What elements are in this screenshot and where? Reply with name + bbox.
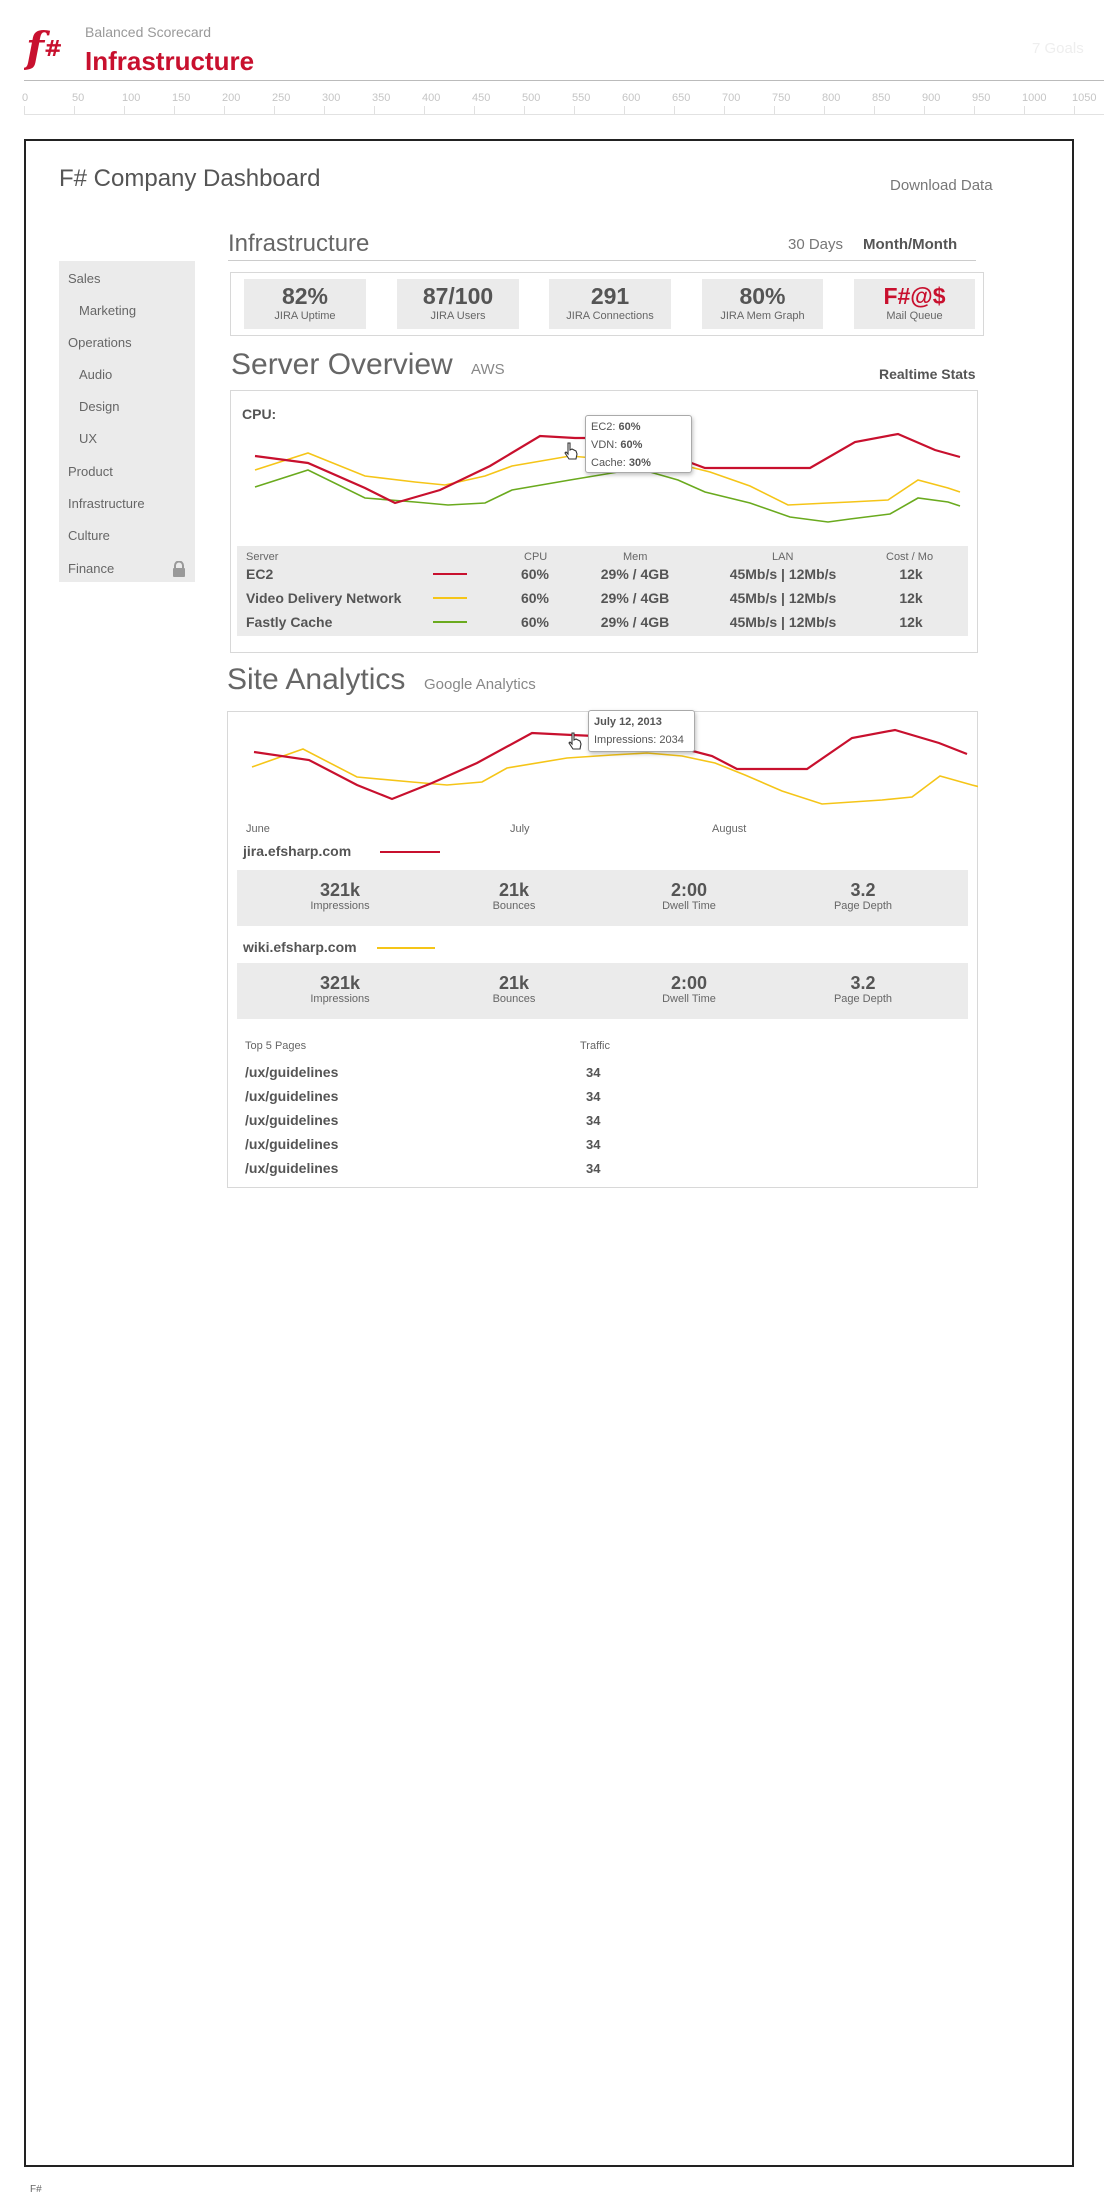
server-cost: 12k xyxy=(899,614,923,630)
site-stat-dwell-time xyxy=(619,880,759,912)
ruler-label: 900 xyxy=(922,92,941,104)
stat-label: Dwell Time xyxy=(662,900,716,912)
page-path-link[interactable]: /ux/guidelines xyxy=(245,1088,339,1104)
server-mem: 29% / 4GB xyxy=(600,590,670,606)
stat-value: 2:00 xyxy=(670,880,708,900)
month-august: August xyxy=(712,823,747,835)
server-name: EC2 xyxy=(246,566,274,582)
stat-label: Bounces xyxy=(492,993,536,1005)
ruler-label: 950 xyxy=(972,92,991,104)
sidebar-item-culture[interactable]: Culture xyxy=(68,528,110,543)
range-30-days[interactable]: 30 Days xyxy=(788,236,844,253)
kpi-label: Mail Queue xyxy=(886,310,943,322)
ruler-label: 500 xyxy=(522,92,541,104)
kpi-jira-uptime[interactable] xyxy=(244,279,366,329)
sidebar-item-marketing[interactable]: Marketing xyxy=(79,303,137,318)
th-mem: Mem xyxy=(623,551,648,563)
kpi-label: JIRA Users xyxy=(430,310,486,322)
hand-cursor-icon xyxy=(563,442,579,460)
ruler-label: 150 xyxy=(172,92,191,104)
server-name: Fastly Cache xyxy=(246,614,333,630)
server-overview-title: Server Overview xyxy=(231,348,453,381)
server-mem: 29% / 4GB xyxy=(600,614,670,630)
ruler-tick xyxy=(474,106,475,114)
page-path-link[interactable]: /ux/guidelines xyxy=(245,1064,339,1080)
traffic-tooltip xyxy=(588,710,695,752)
ruler-tick xyxy=(624,106,625,114)
sidebar-item-finance[interactable]: Finance xyxy=(68,561,115,576)
ruler-label: 750 xyxy=(772,92,791,104)
stat-label: Page Depth xyxy=(833,900,893,912)
site-stat-impressions xyxy=(270,973,410,1005)
kpi-value: 82% xyxy=(281,283,329,309)
app-subtitle: Balanced Scorecard xyxy=(85,24,212,40)
traffic-header: Traffic xyxy=(580,1040,610,1052)
ruler-label: 300 xyxy=(322,92,341,104)
tooltip-cache-value: 30% xyxy=(628,457,651,469)
ruler-tick xyxy=(74,106,75,114)
ruler-tick xyxy=(824,106,825,114)
page-path-link[interactable]: /ux/guidelines xyxy=(245,1112,339,1128)
cache-cpu-line xyxy=(255,470,960,522)
ruler-tick xyxy=(224,106,225,114)
ruler-tick xyxy=(674,106,675,114)
tooltip-cache-name: Cache: xyxy=(591,457,626,469)
ruler-label: 50 xyxy=(72,92,85,104)
sidebar-item-product[interactable]: Product xyxy=(68,464,113,479)
kpi-value: 80% xyxy=(739,283,786,309)
stat-value: 21k xyxy=(498,973,530,993)
ruler-label: 350 xyxy=(372,92,391,104)
goals-link[interactable]: 7 Goals xyxy=(1032,40,1084,57)
stat-value: 3.2 xyxy=(850,973,876,993)
ruler-label: 600 xyxy=(622,92,641,104)
ruler-tick xyxy=(24,106,25,114)
kpi-value: 291 xyxy=(590,283,630,309)
stat-label: Impressions xyxy=(310,993,370,1005)
ruler-tick xyxy=(374,106,375,114)
cpu-label: CPU: xyxy=(242,406,277,422)
tooltip-ec2-value: 60% xyxy=(618,421,641,433)
infrastructure-divider xyxy=(228,260,976,261)
sidebar-item-sales[interactable]: Sales xyxy=(68,271,101,286)
ruler-label: 200 xyxy=(222,92,241,104)
pixel-ruler xyxy=(24,88,1104,115)
dashboard-title: F# Company Dashboard xyxy=(59,165,321,192)
stat-value: 21k xyxy=(498,880,530,900)
ruler-tick xyxy=(324,106,325,114)
server-mem: 29% / 4GB xyxy=(600,566,670,582)
svg-text:f: f xyxy=(26,23,45,72)
site-stat-bounces xyxy=(444,880,584,912)
ruler-label: 700 xyxy=(722,92,741,104)
ruler-tick xyxy=(174,106,175,114)
ruler-tick xyxy=(424,106,425,114)
header-divider xyxy=(24,80,1104,81)
ruler-label: 450 xyxy=(472,92,491,104)
ruler-label: 1000 xyxy=(1022,92,1047,104)
kpi-jira-users[interactable] xyxy=(397,279,519,329)
kpi-mail-queue[interactable] xyxy=(854,279,975,329)
range-month-month[interactable]: Month/Month xyxy=(863,236,958,253)
hand-cursor-icon xyxy=(567,732,583,750)
fsharp-logo xyxy=(24,22,66,74)
tooltip-vdn-name: VDN: xyxy=(591,439,618,451)
ruler-tick xyxy=(924,106,925,114)
tooltip-vdn-value: 60% xyxy=(620,439,643,451)
server-cost: 12k xyxy=(899,566,923,582)
kpi-jira-mem-graph[interactable] xyxy=(702,279,823,329)
tooltip-impressions: Impressions: 2034 xyxy=(594,734,684,746)
tooltip-ec2-name: EC2: xyxy=(591,421,616,433)
site-stat-bounces xyxy=(444,973,584,1005)
stat-value: 2:00 xyxy=(670,973,708,993)
ruler-tick xyxy=(574,106,575,114)
stat-label: Bounces xyxy=(492,900,536,912)
ruler-tick xyxy=(724,106,725,114)
site-name: jira.efsharp.com xyxy=(243,843,352,859)
ruler-tick xyxy=(874,106,875,114)
ruler-label: 1050 xyxy=(1072,92,1097,104)
sidebar-item-design[interactable]: Design xyxy=(79,399,120,414)
series-swatch xyxy=(433,597,467,599)
server-cost: 12k xyxy=(899,590,923,606)
server-cpu: 60% xyxy=(520,566,550,582)
th-server: Server xyxy=(246,551,279,563)
kpi-value: 87/100 xyxy=(422,283,494,309)
ruler-tick xyxy=(1024,106,1025,114)
ruler-label: 250 xyxy=(272,92,291,104)
svg-text:#: # xyxy=(44,37,63,62)
ruler-label: 550 xyxy=(572,92,591,104)
series-swatch xyxy=(377,947,435,949)
site-stat-impressions xyxy=(270,880,410,912)
th-cost: Cost / Mo xyxy=(886,551,934,563)
site-stat-page-depth xyxy=(793,973,933,1005)
series-swatch xyxy=(433,573,467,575)
ruler-label: 100 xyxy=(122,92,141,104)
th-cpu: CPU xyxy=(524,551,548,563)
realtime-stats-link[interactable]: Realtime Stats xyxy=(879,366,976,382)
top-pages-header: Top 5 Pages xyxy=(245,1040,307,1052)
page-traffic: 34 xyxy=(586,1137,601,1152)
page-traffic: 34 xyxy=(586,1113,601,1128)
site-name: wiki.efsharp.com xyxy=(243,939,357,955)
server-lan: 45Mb/s | 12Mb/s xyxy=(729,566,837,582)
site-analytics-subtitle: Google Analytics xyxy=(424,676,536,693)
kpi-label: JIRA Connections xyxy=(566,310,654,322)
kpi-value: F#@$ xyxy=(883,283,946,309)
stat-label: Impressions xyxy=(310,900,370,912)
page-traffic: 34 xyxy=(586,1065,601,1080)
ruler-tick xyxy=(1074,106,1075,114)
site-analytics-title: Site Analytics xyxy=(227,663,406,696)
ruler-tick xyxy=(274,106,275,114)
wiki-traffic-line xyxy=(252,749,978,804)
ruler-label: 800 xyxy=(822,92,841,104)
kpi-label: JIRA Uptime xyxy=(274,310,336,322)
infrastructure-title: Infrastructure xyxy=(228,230,370,257)
page-path-link[interactable]: /ux/guidelines xyxy=(245,1160,339,1176)
stat-label: Page Depth xyxy=(833,993,893,1005)
ruler-tick xyxy=(974,106,975,114)
server-lan: 45Mb/s | 12Mb/s xyxy=(729,590,837,606)
stat-value: 321k xyxy=(319,973,361,993)
ruler-tick xyxy=(124,106,125,114)
site-stats-band xyxy=(237,870,968,926)
stat-value: 321k xyxy=(319,880,361,900)
server-lan: 45Mb/s | 12Mb/s xyxy=(729,614,837,630)
download-data-link[interactable]: Download Data xyxy=(890,177,993,194)
ruler-tick xyxy=(524,106,525,114)
sidebar-item-infrastructure[interactable]: Infrastructure xyxy=(68,496,145,511)
sidebar-item-audio[interactable]: Audio xyxy=(79,367,113,382)
ruler-label: 850 xyxy=(872,92,891,104)
page-traffic: 34 xyxy=(586,1089,601,1104)
page-traffic: 34 xyxy=(586,1161,601,1176)
stat-label: Dwell Time xyxy=(662,993,716,1005)
sidebar-item-operations[interactable]: Operations xyxy=(68,335,132,350)
month-july: July xyxy=(510,823,530,835)
server-name: Video Delivery Network xyxy=(246,590,402,606)
page-path-link[interactable]: /ux/guidelines xyxy=(245,1136,339,1152)
ruler-label: 0 xyxy=(22,92,29,104)
site-stat-dwell-time xyxy=(619,973,759,1005)
server-cpu: 60% xyxy=(520,614,550,630)
site-stat-page-depth xyxy=(793,880,933,912)
series-swatch xyxy=(433,621,467,623)
ruler-tick xyxy=(774,106,775,114)
series-swatch xyxy=(380,851,440,853)
sidebar-item-ux[interactable]: UX xyxy=(79,431,98,446)
stat-value: 3.2 xyxy=(850,880,876,900)
server-cpu: 60% xyxy=(520,590,550,606)
kpi-jira-connections[interactable] xyxy=(549,279,671,329)
sidebar-nav xyxy=(59,261,195,582)
ruler-label: 650 xyxy=(672,92,691,104)
lock-icon xyxy=(172,561,186,577)
app-title: Infrastructure xyxy=(85,46,255,76)
month-june: June xyxy=(246,823,270,835)
footer-text: F# xyxy=(30,2184,42,2195)
cpu-tooltip xyxy=(585,415,692,473)
th-lan: LAN xyxy=(772,551,794,563)
tooltip-date: July 12, 2013 xyxy=(594,716,662,728)
kpi-label: JIRA Mem Graph xyxy=(720,310,805,322)
site-stats-band xyxy=(237,963,968,1019)
server-overview-subtitle: AWS xyxy=(471,361,505,378)
ruler-label: 400 xyxy=(422,92,441,104)
